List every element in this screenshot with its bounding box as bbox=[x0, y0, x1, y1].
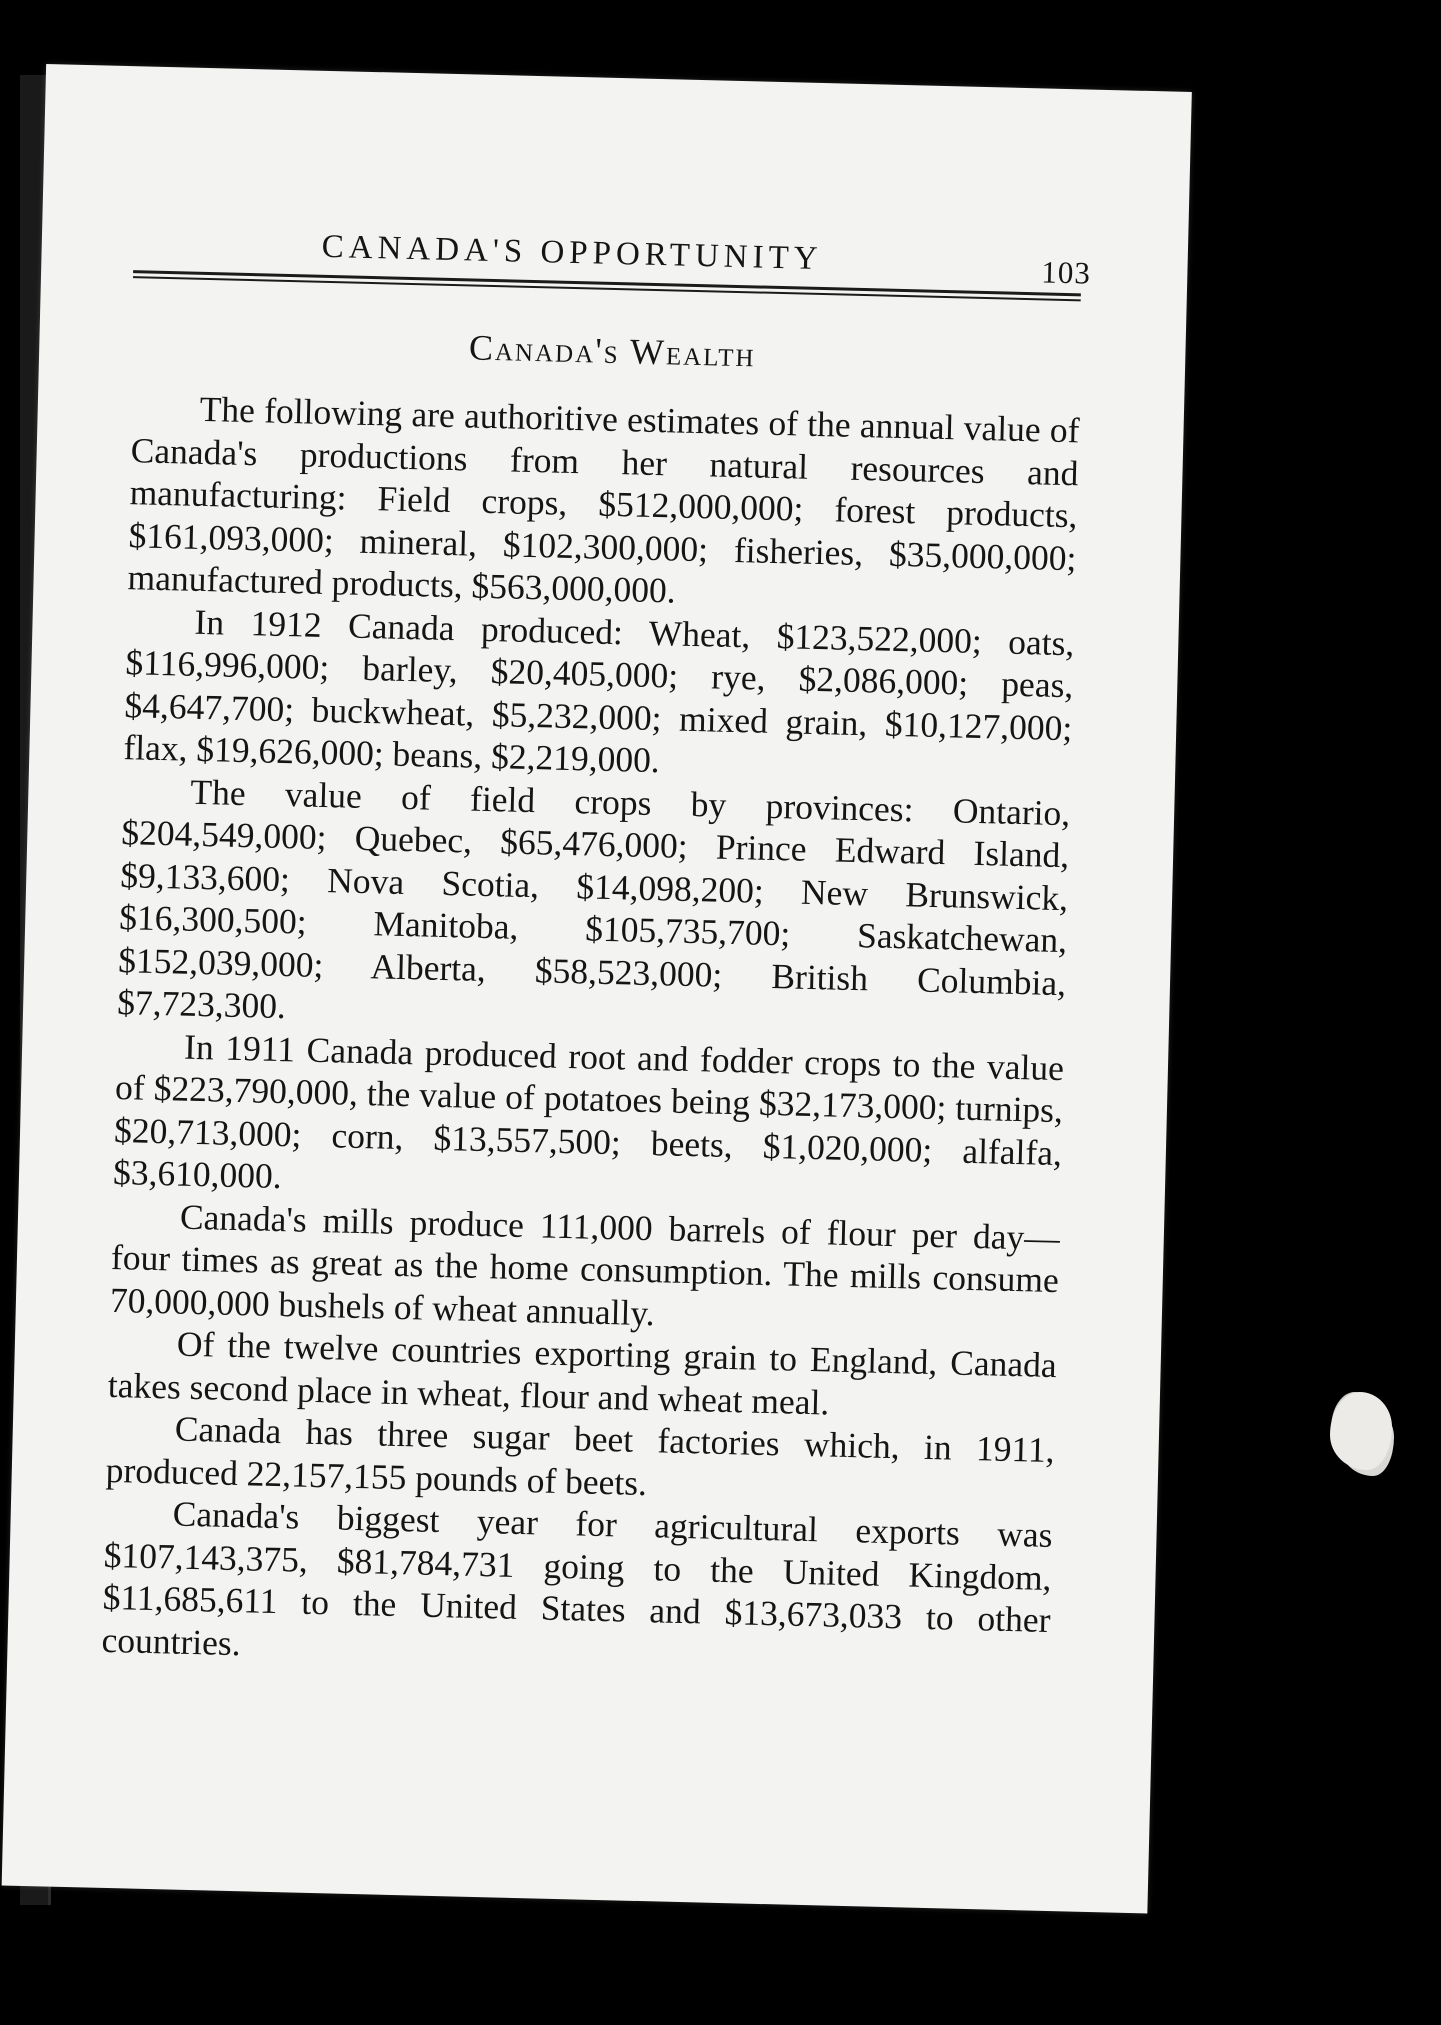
section-title: Canada's Wealth bbox=[468, 327, 757, 375]
paragraph: In 1912 Canada produced: Wheat, $123,522,000; oats, $116,996,000; barley, $20,405,000; rye, $2,086,000; peas, $4,647,700; buckwheat, $5,232,000; mixed grain, $10,127,000; flax, $19,626,000; beans, $2,219,000. bbox=[123, 601, 1075, 781]
running-head bbox=[41, 222, 1188, 310]
paper-blot-mark bbox=[1330, 1392, 1392, 1470]
paragraph: Canada's mills produce 111,000 barrels of flour per day—four times as great as the home consumption. The mills consume 70,000,000 bushels of wheat annually. bbox=[109, 1196, 1061, 1333]
book-page bbox=[2, 64, 1192, 1913]
running-head-title: CANADA'S OPPORTUNITY bbox=[321, 228, 823, 278]
paragraph: Of the twelve countries exporting grain to England, Canada takes second place in wheat, flour and wheat meal. bbox=[107, 1323, 1058, 1423]
page-number: 103 bbox=[1040, 254, 1092, 291]
body-text bbox=[101, 386, 1080, 1684]
paragraph: The following are authoritive estimates of the annual value of Canada's productions from her natural resources and manufacturing: Field crops, $512,000,000; forest products, $161,093,000; mineral, $102,300,000; fisheries, $35,000,000; manufactured products, $563,000,000. bbox=[127, 388, 1081, 611]
paragraph: Canada's biggest year for agricultural exports was $107,143,375, $81,784,731 going to the United Kingdom, $11,685,611 to the United States and $13,673,033 to other countries. bbox=[101, 1493, 1054, 1663]
paragraph: The value of field crops by provinces: Ontario, $204,549,000; Quebec, $65,476,000; Prince Edward Island, $9,133,600; Nova Scotia, $14,098,200; New Brunswick, $16,300,500; Manitoba, $105,735,700; Saskatchewan, $152,039,000; Alberta, $58,523,000; British Columbia, $7,723,300. bbox=[116, 771, 1071, 1027]
paragraph: In 1911 Canada produced root and fodder crops to the value of $223,790,000, the value of potatoes being $32,173,000; turnips, $20,713,000; corn, $13,557,500; beets, $1,020,000; alfalfa, $3,610,000. bbox=[112, 1026, 1065, 1197]
paragraph: Canada has three sugar beet factories which, in 1911, produced 22,157,155 pounds of beets. bbox=[105, 1408, 1056, 1503]
